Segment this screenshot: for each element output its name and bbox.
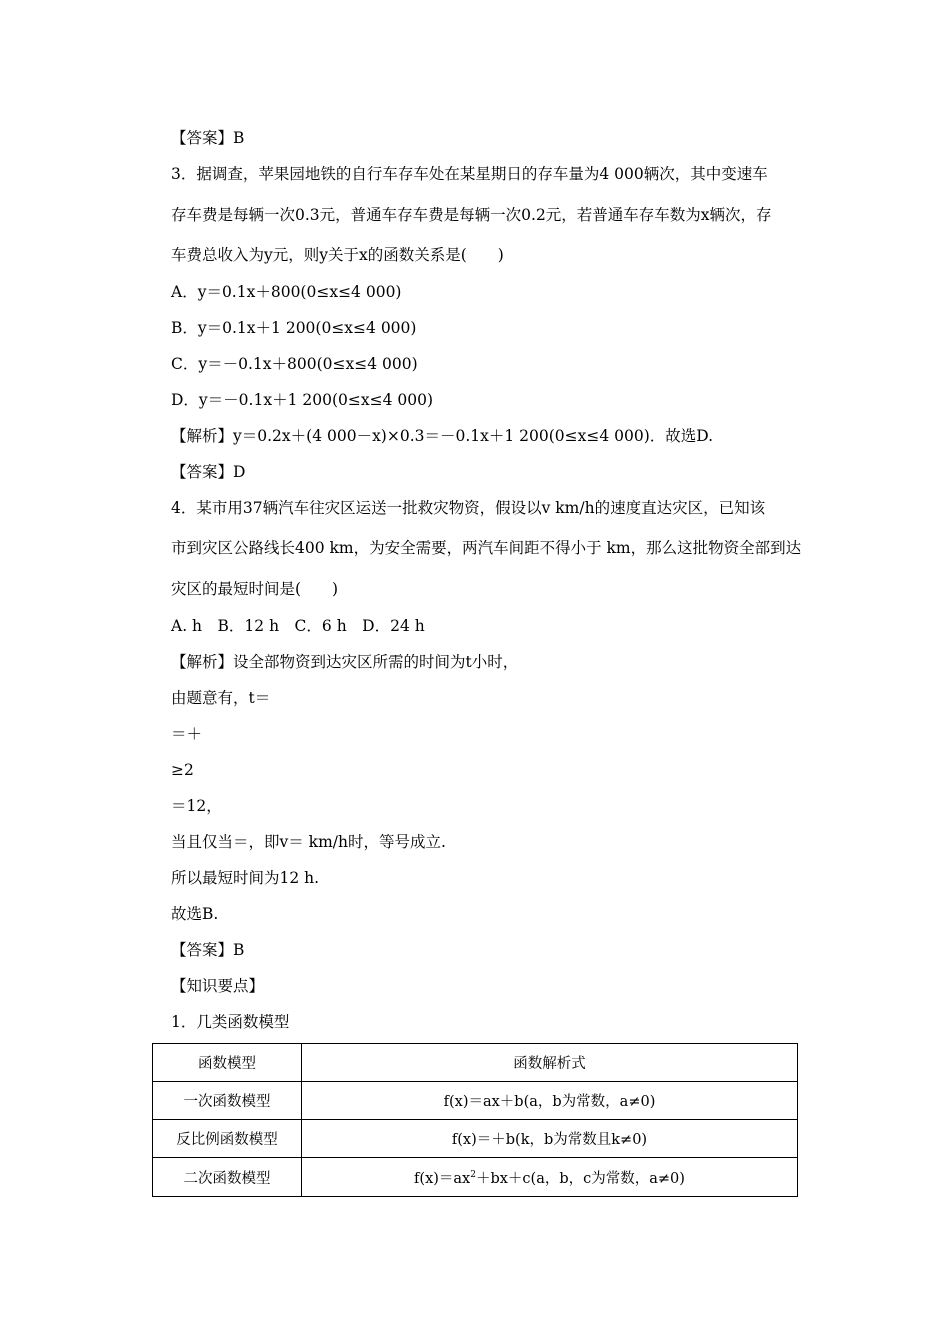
- q3-option-b: B．y＝0.1x＋1 200(0≤x≤4 000): [171, 319, 417, 337]
- q3-option-d: D．y＝－0.1x＋1 200(0≤x≤4 000): [171, 391, 433, 409]
- q4-solution-5: ＝12，: [171, 797, 222, 815]
- answer-b-2: 【答案】B: [171, 941, 245, 959]
- table-row: [153, 1082, 798, 1120]
- q4-solution-7: 所以最短时间为12 h.: [171, 869, 320, 887]
- header-formula: 函数解析式: [302, 1044, 798, 1082]
- knowledge-heading: 【知识要点】: [171, 977, 265, 995]
- table-header-row: [153, 1044, 798, 1082]
- q4-solution-3: ＝＋: [171, 725, 203, 743]
- formula-part: ＋bx＋c(a，b，c为常数，a≠0): [475, 1170, 685, 1187]
- table-row: [153, 1120, 798, 1158]
- row-formula: f(x)＝ax＋b(a，b为常数，a≠0): [302, 1082, 798, 1120]
- q4-solution-6: 当且仅当＝，即v＝ km/h时，等号成立.: [171, 833, 446, 851]
- q4-solution-4: ≥2: [171, 761, 194, 779]
- row-model: 反比例函数模型: [153, 1120, 302, 1158]
- row-model: 一次函数模型: [153, 1082, 302, 1120]
- answer-b-1: 【答案】B: [171, 129, 245, 147]
- header-model: 函数模型: [153, 1044, 302, 1082]
- q3-option-c: C．y＝－0.1x＋800(0≤x≤4 000): [171, 355, 418, 373]
- formula-part: f(x)＝ax: [414, 1170, 471, 1187]
- q3-line-2: 存车费是每辆一次0.3元，普通车存车费是每辆一次0.2元，若普通车存车数为x辆次，存: [171, 206, 772, 224]
- answer-d: 【答案】D: [171, 463, 246, 481]
- function-models-table: [152, 1043, 798, 1197]
- q4-line-2: 市到灾区公路线长400 km，为安全需要，两汽车间距不得小于 km，那么这批物资全部到达: [171, 539, 802, 557]
- row-model: 二次函数模型: [153, 1158, 302, 1197]
- q4-options: A. h B．12 h C．6 h D．24 h: [171, 617, 425, 635]
- q4-solution-8: 故选B.: [171, 905, 219, 923]
- row-formula: f(x)＝＋b(k，b为常数且k≠0): [302, 1120, 798, 1158]
- table-row: [153, 1158, 798, 1197]
- q3-solution: 【解析】y＝0.2x＋(4 000－x)×0.3＝－0.1x＋1 200(0≤x≤4 000)．故选D.: [171, 427, 714, 445]
- q3-option-a: A．y＝0.1x＋800(0≤x≤4 000): [171, 283, 402, 301]
- formula-exponent: 2: [470, 1169, 476, 1180]
- q4-solution-2: 由题意有，t＝: [171, 689, 271, 707]
- row-formula: [302, 1158, 798, 1197]
- q4-solution-1: 【解析】设全部物资到达灾区所需的时间为t小时，: [171, 653, 519, 671]
- q4-line-1: 4．某市用37辆汽车往灾区运送一批救灾物资，假设以v km/h的速度直达灾区，已知该: [171, 499, 766, 517]
- q4-line-3: 灾区的最短时间是( ): [171, 580, 339, 598]
- q3-line-3: 车费总收入为y元，则y关于x的函数关系是( ): [171, 246, 504, 264]
- q3-line-1: 3．据调查，苹果园地铁的自行车存车处在某星期日的存车量为4 000辆次，其中变速车: [171, 165, 768, 183]
- section-1-title: 1．几类函数模型: [171, 1013, 290, 1031]
